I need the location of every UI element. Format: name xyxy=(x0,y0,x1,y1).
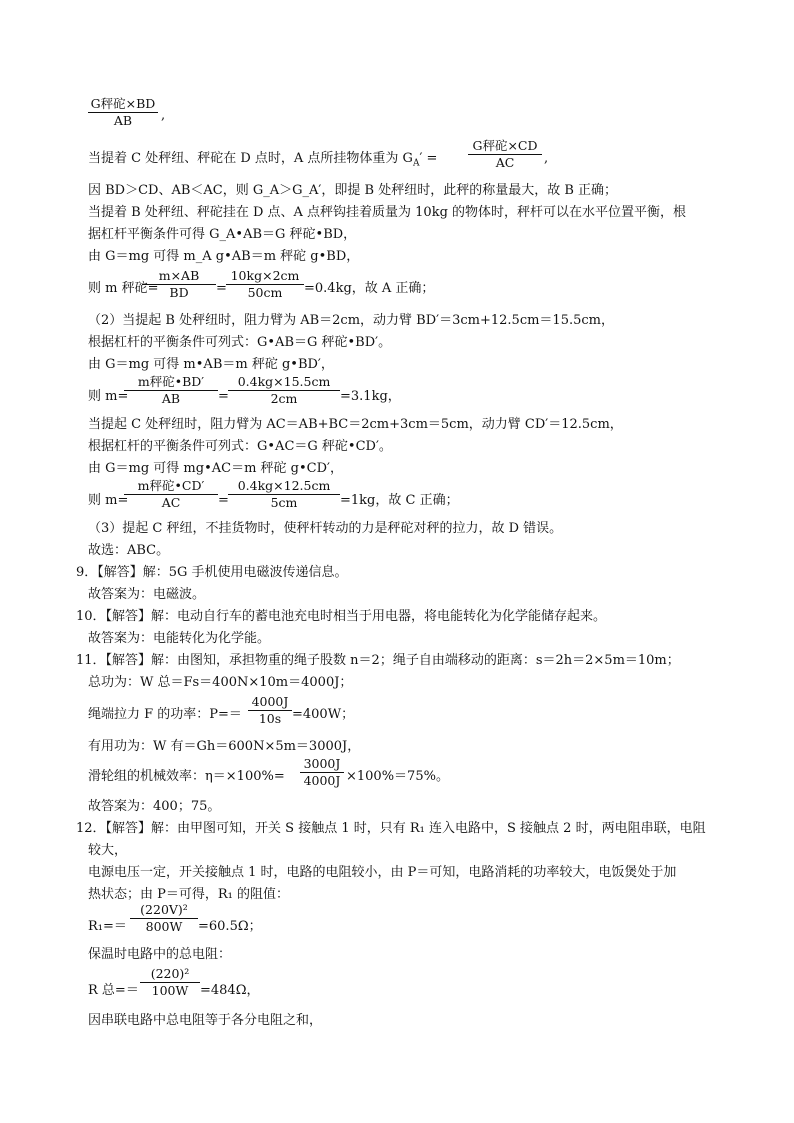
fraction: m×AB BD xyxy=(142,268,216,301)
numerator: G秤砣×BD xyxy=(90,96,156,111)
text-line: 故答案为：电能转化为化学能。 xyxy=(88,631,271,646)
text-line: 则 m= xyxy=(88,389,129,404)
fraction-gcd-ac: G秤砣×CD AC xyxy=(468,138,542,171)
fraction: 4000J 10s xyxy=(248,694,292,727)
text-line: 较大， xyxy=(88,843,128,858)
fraction: m秤砣•CD′ AC xyxy=(124,478,218,511)
text-line: 则 m 秤砣= xyxy=(88,281,159,296)
fraction: 0.4kg×12.5cm 5cm xyxy=(228,478,340,511)
text-line: 电源电压一定，开关接触点 1 时，电路的电阻较小，由 P＝可知，电路消耗的功率较大，电饭煲处于加 xyxy=(88,865,677,880)
fraction: 10kg×2cm 50cm xyxy=(226,268,304,301)
text-line: 故答案为：电磁波。 xyxy=(88,587,206,602)
text-line: 根据杠杆的平衡条件可列式：G•AC＝G 秤砣•CD′。 xyxy=(88,439,392,454)
text-line: 故选：ABC。 xyxy=(88,543,170,558)
fraction: (220)² 100W xyxy=(140,966,200,999)
fraction-gbd-ab xyxy=(88,96,158,129)
question-9: 9．【解答】解：5G 手机使用电磁波传递信息。 xyxy=(76,565,348,580)
text-line: 保温时电路中的总电阻： xyxy=(88,947,232,962)
text-line: 由 G＝mg 可得 m_A g•AB＝m 秤砣 g•BD， xyxy=(88,249,360,264)
text-line: 根据杠杆的平衡条件可列式：G•AB＝G 秤砣•BD′。 xyxy=(88,335,392,350)
text-line: R₁=＝ xyxy=(88,919,127,934)
fraction: 3000J 4000J xyxy=(300,756,344,789)
text-line: 因串联电路中总电阻等于各分电阻之和， xyxy=(88,1013,323,1028)
text-line: 因 BD＞CD、AB＜AC，则 G_A＞G_A′，即提 B 处秤纽时，此秤的称量最大，故 B 正确； xyxy=(88,183,618,198)
text-line: 由 G＝mg 可得 mg•AC＝m 秤砣 g•CD′， xyxy=(88,461,343,476)
denominator: AB xyxy=(113,113,133,128)
fraction: (220V)² 800W xyxy=(130,902,198,935)
text-line: 有用功为：W 有＝Gh＝600N×5m＝3000J， xyxy=(88,739,361,754)
text-line: 据杠杆平衡条件可得 G_A•AB＝G 秤砣•BD， xyxy=(88,227,357,242)
fraction: m秤砣•BD′ AB xyxy=(124,374,218,407)
text-line: 绳端拉力 F 的功率：P=＝ xyxy=(88,707,242,722)
comma: , xyxy=(161,108,166,123)
question-10: 10．【解答】解：电动自行车的蓄电池充电时相当于用电器，将电能转化为化学能储存起来。 xyxy=(76,609,607,624)
text-line: 热状态；由 P＝可得，R₁ 的阻值： xyxy=(88,887,290,902)
text-line: 则 m= xyxy=(88,493,129,508)
text-line: （2）当提起 B 处秤纽时，阻力臂为 AB＝2cm，动力臂 BD′＝3cm+12.5cm＝15.5cm， xyxy=(88,313,614,328)
text-line: 当提着 B 处秤纽、秤砣挂在 D 点、A 点秤钩挂着质量为 10kg 的物体时，秤杆可以在水平位置平衡，根 xyxy=(88,205,687,220)
text-line: 由 G＝mg 可得 m•AB＝m 秤砣 g•BD′， xyxy=(88,357,334,372)
fraction: 0.4kg×15.5cm 2cm xyxy=(228,374,340,407)
question-12: 12．【解答】解：由甲图可知，开关 S 接触点 1 时，只有 R₁ 连入电路中，S 接触点 2 时，两电阻串联，电阻 xyxy=(76,821,706,836)
text-line: R 总=＝ xyxy=(88,983,139,998)
text-line: 故答案为：400；75。 xyxy=(88,799,221,814)
text-line: 总功为：W 总＝Fs＝400N×10m＝4000J； xyxy=(88,675,353,690)
question-11: 11．【解答】解：由图知，承担物重的绳子股数 n＝2；绳子自由端移动的距离：s＝2h＝2×5m＝10m； xyxy=(76,653,680,668)
text-line: 当提着 C 处秤纽、秤砣在 D 点时，A 点所挂物体重为 $G_A'$ = xyxy=(88,151,438,169)
document-page: G秤砣×BD AB , 当提着 C 处秤纽、秤砣在 D 点时，A 点所挂物体重为 $G_A'$ = G秤砣×CD AC , 因 BD＞CD、AB＜AC，则 G_A＞G_A′，即提 B 处秤纽时，此秤的称量最大，故 B 正确； 当提着 B 处秤纽、秤砣挂在 D 点、A 点秤钩挂着质量为 10kg 的物体时，秤杆可以在水平位置平衡，根 据杠杆平衡条件可得 G_A•AB＝G 秤砣•BD， 由 G＝mg 可得 m_A g•AB＝m 秤砣 g•BD， 则 m 秤砣= m×AB BD = 10kg×2cm 50cm =0.4kg，故 A 正确； （2）当提起 B 处秤纽时，阻力臂为 AB＝2cm，动力臂 BD′＝3cm+12.5cm＝15.5cm， 根据杠杆的平衡条件可列式：G•AB＝G 秤砣•BD′。 由 G＝mg 可得 m•AB＝m 秤砣 g•BD′， 则 m= m秤砣•BD′ AB = 0.4kg×15.5cm 2cm =3.1kg， 当提起 C 处秤纽时，阻力臂为 AC＝AB+BC＝2cm+3cm＝5cm，动力臂 CD′＝12.5cm， 根据杠杆的平衡条件可列式：G•AC＝G 秤砣•CD′。 由 G＝mg 可得 mg•AC＝m 秤砣 g•CD′， 则 m= m秤砣•CD′ AC = 0.4kg×12.5cm 5cm =1kg，故 C 正确； （3）提起 C 秤纽，不挂货物时，使秤杆转动的力是秤砣对秤的拉力，故 D 错误。 故选：ABC。 9．【解答】解：5G 手机使用电磁波传递信息。 故答案为：电磁波。 10．【解答】解：电动自行车的蓄电池充电时相当于用电器，将电能转化为化学能储存起来。 故答案为：电能转化为化学能。 11．【解答】解：由图知，承担物重的绳子股数 n＝2；绳子自由端移动的距离：s＝2h＝2×5m＝10m； 总功为：W 总＝Fs＝400N×10m＝4000J； 绳端拉力 F 的功率：P=＝ 4000J 10s =400W； 有用功为：W 有＝Gh＝600N×5m＝3000J， 滑轮组的机械效率：η＝×100%= 3000J 4000J ×100%＝75%。 故答案为：400；75。 12．【解答】解：由甲图可知，开关 S 接触点 1 时，只有 R₁ 连入电路中，S 接触点 2 时，两电阻串联，电阻 较大， 电源电压一定，开关接触点 1 时，电路的电阻较小，由 P＝可知，电路消耗的功率较大，电饭煲处于加 热状态；由 P＝可得，R₁ 的阻值： R₁=＝ (220V)² 800W =60.5Ω； 保温时电路中的总电阻： R 总=＝ (220)² 100W =484Ω， 因串联电路中总电阻等于各分电阻之和， xyxy=(76,96,706,1028)
text-line: 当提起 C 处秤纽时，阻力臂为 AC＝AB+BC＝2cm+3cm＝5cm，动力臂 CD′＝12.5cm， xyxy=(88,417,623,432)
text-line: （3）提起 C 秤纽，不挂货物时，使秤杆转动的力是秤砣对秤的拉力，故 D 错误。 xyxy=(88,521,563,536)
text-line: 滑轮组的机械效率：η＝×100%= xyxy=(88,769,285,784)
